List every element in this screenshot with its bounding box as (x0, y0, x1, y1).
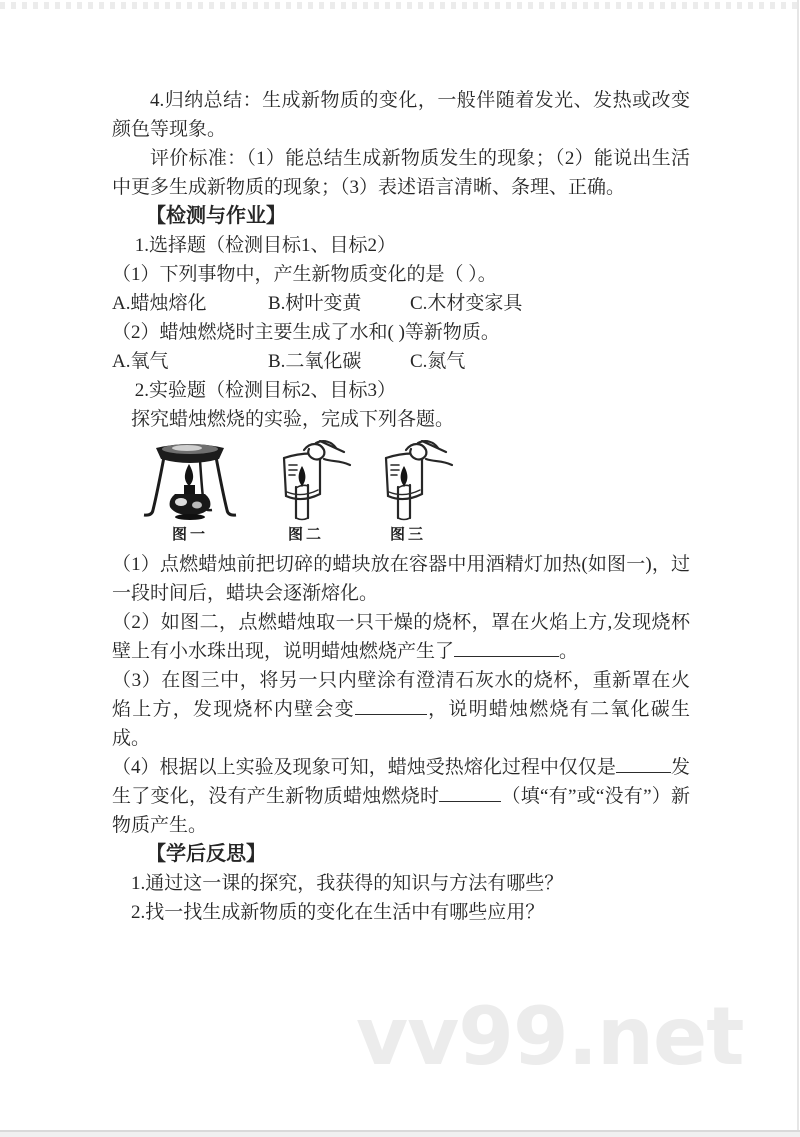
criteria-paragraph: 评价标准：（1）能总结生成新物质发生的现象；（2）能说出生活中更多生成新物质的现象；（3）表述语言清晰、条理、正确。 (112, 148, 690, 198)
question2-item3 (112, 666, 690, 753)
option-c: C.氮气 (410, 351, 466, 372)
figure-2-label: 图二 (287, 527, 324, 543)
question2-intro: 探究蜡烛燃烧的实验，完成下列各题。 (131, 409, 455, 430)
figure-1-label: 图一 (171, 527, 208, 543)
option-b: B.二氧化碳 (268, 351, 362, 372)
question2-item4-part2: 发生了变化，没有产生新物质蜡烛燃烧时 (112, 757, 690, 807)
section-title-reflection: 【学后反思】 (146, 843, 266, 865)
answer-blank (355, 699, 427, 715)
option-a: A.氧气 (112, 351, 169, 372)
worksheet-content (112, 86, 690, 927)
option-a: A.蜡烛熔化 (112, 293, 207, 314)
question2-item2 (112, 608, 690, 666)
question1-item2-options (112, 347, 690, 376)
watermark: vv99.net (356, 990, 744, 1083)
question1-item1-stem: （1）下列事物中，产生新物质变化的是（ ）。 (112, 264, 497, 285)
question2-item3-text: （3）在图三中，将另一只内壁涂有澄清石灰水的烧杯，重新罩在火焰上方，发现烧杯内壁会变 (112, 670, 690, 720)
question1-item1-options (112, 289, 690, 318)
option-c: C.木材变家具 (410, 293, 523, 314)
question1-item2-stem: （2）蜡烛燃烧时主要生成了水和( )等新物质。 (112, 322, 500, 343)
scan-top-dashed-edge (0, 2, 800, 9)
beaker-over-candle-icon (258, 440, 354, 524)
reflection-item1: 1.通过这一课的探究，我获得的知识与方法有哪些？ (131, 873, 564, 894)
answer-blank (439, 786, 501, 802)
summary-paragraph: 4.归纳总结：生成新物质的变化，一般伴随着发光、发热或改变颜色等现象。 (112, 90, 690, 140)
scan-bottom-margin (0, 1132, 800, 1137)
question2-title: 2.实验题（检测目标2、目标3） (134, 380, 397, 401)
answer-blank (454, 641, 559, 657)
question1-title: 1.选择题（检测目标1、目标2） (134, 235, 397, 256)
alcohol-lamp-heating-icon (138, 438, 242, 524)
reflection-item2: 2.找一找生成新物质的变化在生活中有哪些应用？ (131, 902, 545, 923)
figure-3-label: 图三 (389, 527, 426, 543)
experiment-figures (112, 438, 690, 550)
question2-item2-text: （2）如图二，点燃蜡烛取一只干燥的烧杯，罩在火焰上方,发现烧杯壁上有小水珠出现，说明蜡烛燃烧产生了 (112, 612, 690, 662)
figure-1 (138, 438, 242, 544)
question2-item4 (112, 753, 690, 840)
beaker-over-candle-icon (360, 440, 456, 524)
option-b: B.树叶变黄 (268, 293, 362, 314)
question2-item4-part1: （4）根据以上实验及现象可知，蜡烛受热熔化过程中仅仅是 (112, 757, 616, 778)
answer-blank (616, 757, 671, 773)
question2-item1: （1）点燃蜡烛前把切碎的蜡块放在容器中用酒精灯加热(如图一)，过一段时间后，蜡块会逐渐熔化。 (112, 554, 690, 604)
question2-item3-tail: ，说明蜡烛燃烧有二氧化碳生成。 (112, 699, 690, 749)
figure-3 (360, 440, 456, 544)
scan-right-page-edge (797, 0, 799, 1131)
question2-item4-part3: （填“有”或“没有”）新物质产生。 (112, 786, 690, 836)
section-title-test-and-homework: 【检测与作业】 (146, 205, 286, 227)
figure-2 (258, 440, 354, 544)
question2-item2-period: 。 (559, 641, 579, 662)
